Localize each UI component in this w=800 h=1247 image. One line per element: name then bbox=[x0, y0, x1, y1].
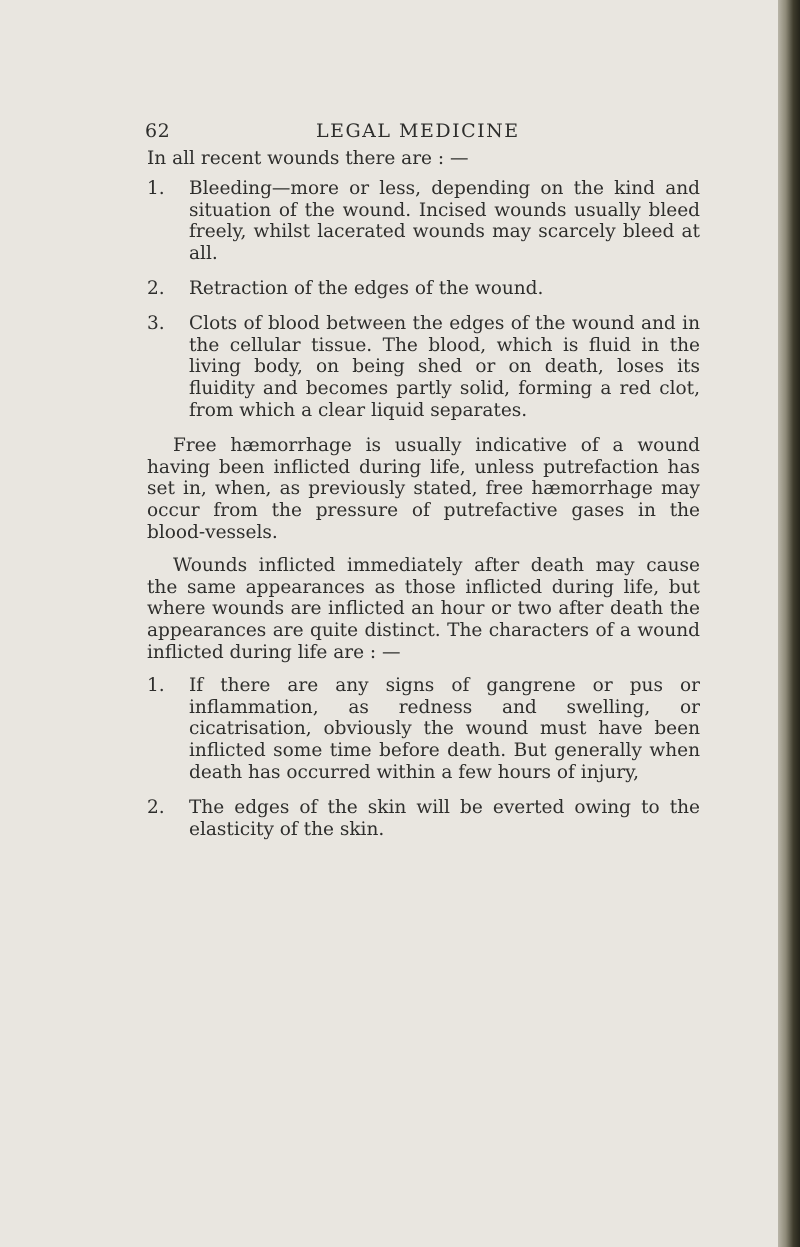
page-edge-shadow bbox=[778, 0, 800, 1247]
list-item-text: The edges of the skin will be everted owing to the elasticity of the skin. bbox=[189, 796, 700, 840]
list-item bbox=[147, 313, 700, 422]
list-item-number: 1. bbox=[147, 674, 165, 696]
list-item-number: 3. bbox=[147, 312, 165, 334]
list-item-number: 2. bbox=[147, 796, 165, 818]
body-text bbox=[147, 148, 700, 853]
page-header bbox=[145, 120, 705, 148]
list-item-text: Clots of blood between the edges of the wound and in the cellular tissue. The blood, which is fluid in the living body, on being shed or on death, loses its fluidity and becomes partly solid, forming a red clot, from which a clear liquid separates. bbox=[189, 312, 700, 421]
intro-line: In all recent wounds there are : — bbox=[147, 148, 469, 169]
list-item-text: Retraction of the edges of the wound. bbox=[189, 277, 544, 299]
list-item-text: If there are any signs of gangrene or pus or inflammation, as redness and swelling, or cicatrisation, obviously the wound must have been inflicted some time before death. But generally when death has occurred within a few hours of injury, bbox=[189, 674, 700, 783]
page-number: 62 bbox=[145, 120, 171, 142]
list-item-number: 2. bbox=[147, 277, 165, 299]
signs-of-recent-wounds-list bbox=[147, 178, 700, 422]
characters-during-life-list bbox=[147, 675, 700, 841]
paragraph-wounds-after-death: Wounds inflicted immediately after death may cause the same appearances as those inflicted during life, but where wounds are inflicted an hour or two after death the appearances are quite distinct. The characters of a wound inflicted during life are : — bbox=[147, 554, 700, 663]
list-item-text: Bleeding—more or less, depending on the kind and situation of the wound. Incised wounds usually bleed freely, whilst lacerated wounds may scarcely bleed at all. bbox=[189, 177, 700, 265]
list-item bbox=[147, 178, 700, 265]
list-item bbox=[147, 797, 700, 841]
list-item bbox=[147, 278, 700, 300]
paragraph-haemorrhage: Free hæmorrhage is usually indicative of a wound having been inflicted during life, unless putrefaction has set in, when, as previously stated, free hæmorrhage may occur from the pressure of putrefactive gases in the blood-vessels. bbox=[147, 434, 700, 543]
list-item-number: 1. bbox=[147, 177, 165, 199]
list-item bbox=[147, 675, 700, 784]
running-title: LEGAL MEDICINE bbox=[316, 120, 520, 142]
